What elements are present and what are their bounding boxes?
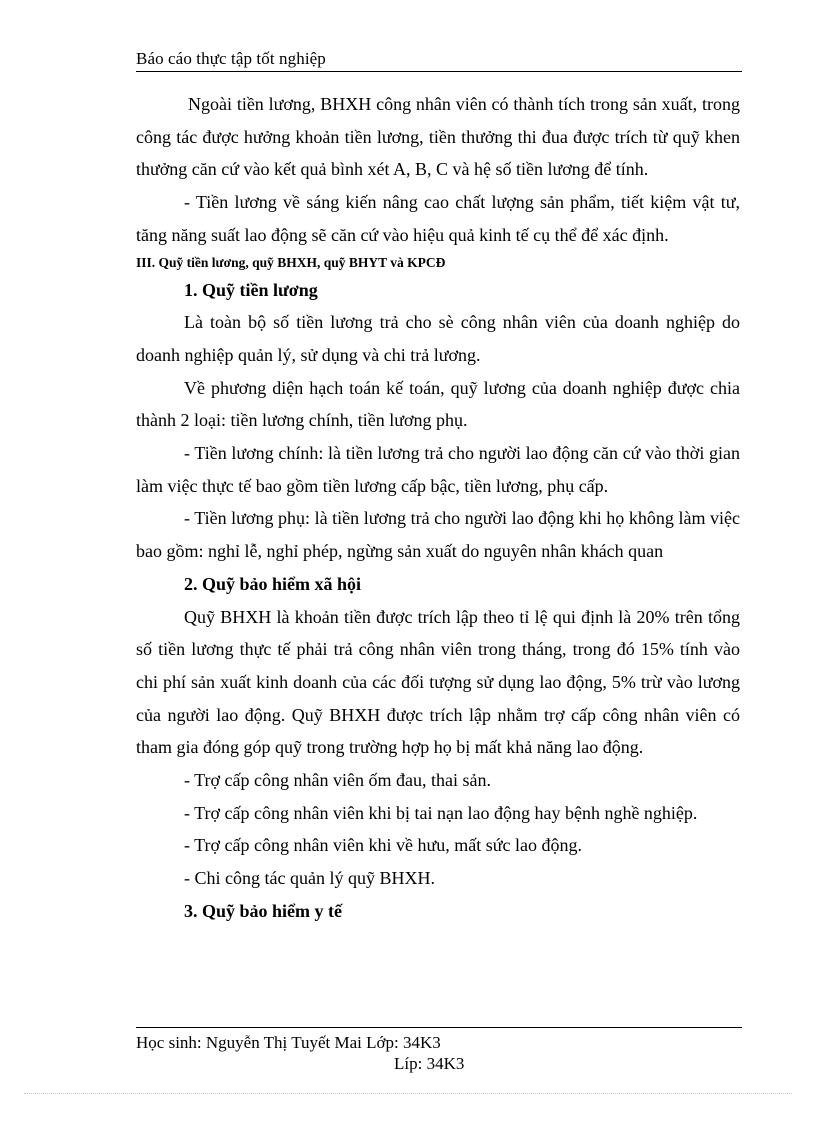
paragraph: Quỹ BHXH là khoản tiền được trích lập theo tỉ lệ qui định là 20% trên tổng số tiền lương thực tế phải trả công nhân viên trong tháng, trong đó 15% tính vào chi phí sản xuất kinh doanh của các đối tượng sử dụng lao động, 5% trừ vào lương của người lao động. Quỹ BHXH được trích lập nhằm trợ cấp công nhân viên có tham gia đóng góp quỹ trong trường hợp họ bị mất khả năng lao động. bbox=[136, 606, 740, 758]
section-heading: III. Quỹ tiền lương, quỹ BHXH, quỹ BHYT và KPCĐ bbox=[136, 254, 446, 270]
subsection-heading: 2. Quỹ bảo hiểm xã hội bbox=[184, 573, 362, 594]
page-boundary bbox=[24, 1093, 792, 1094]
bullet-item: - Trợ cấp công nhân viên ốm đau, thai sản. bbox=[184, 770, 491, 791]
paragraph: Ngoài tiền lương, BHXH công nhân viên có thành tích trong sản xuất, trong công tác được hưởng khoản tiền lương, tiền thưởng thi đua được trích từ quỹ khen thưởng căn cứ vào kết quả bình xét A, B, C và hệ số tiền lương để tính. bbox=[136, 94, 740, 180]
document-body bbox=[136, 88, 740, 928]
footer-student-info: Học sinh: Nguyễn Thị Tuyết Mai Lớp: 34K3 bbox=[136, 1033, 441, 1052]
bullet-item: - Chi công tác quản lý quỹ BHXH. bbox=[184, 868, 435, 889]
header-rule bbox=[136, 71, 742, 72]
paragraph: - Tiền lương phụ: là tiền lương trả cho người lao động khi họ không làm việc bao gồm: nghỉ lễ, nghỉ phép, ngừng sản xuất do nguyên nhân khách quan bbox=[136, 508, 740, 562]
paragraph: Là toàn bộ số tiền lương trả cho sè công nhân viên của doanh nghiệp do doanh nghiệp quản lý, sử dụng và chi trả lương. bbox=[136, 312, 740, 365]
subsection-heading: 3. Quỹ bảo hiểm y tế bbox=[184, 900, 343, 921]
footer-class-info: Líp: 34K3 bbox=[394, 1054, 465, 1073]
page-header-title: Báo cáo thực tập tốt nghiệp bbox=[136, 49, 326, 68]
paragraph: - Tiền lương về sáng kiến nâng cao chất lượng sản phẩm, tiết kiệm vật tư, tăng năng suất lao động sẽ căn cứ vào hiệu quả kinh tế cụ thể để xác định. bbox=[136, 192, 740, 245]
paragraph: - Tiền lương chính: là tiền lương trả cho người lao động căn cứ vào thời gian làm việc thực tế bao gồm tiền lương cấp bậc, tiền lương, phụ cấp. bbox=[136, 443, 740, 496]
bullet-item: - Trợ cấp công nhân viên khi bị tai nạn lao động hay bệnh nghề nghiệp. bbox=[184, 802, 698, 823]
paragraph: Về phương diện hạch toán kế toán, quỹ lương của doanh nghiệp được chia thành 2 loại: tiền lương chính, tiền lương phụ. bbox=[136, 377, 740, 431]
subsection-heading: 1. Quỹ tiền lương bbox=[184, 279, 318, 300]
footer-rule bbox=[136, 1027, 742, 1028]
bullet-item: - Trợ cấp công nhân viên khi về hưu, mất sức lao động. bbox=[184, 835, 582, 856]
